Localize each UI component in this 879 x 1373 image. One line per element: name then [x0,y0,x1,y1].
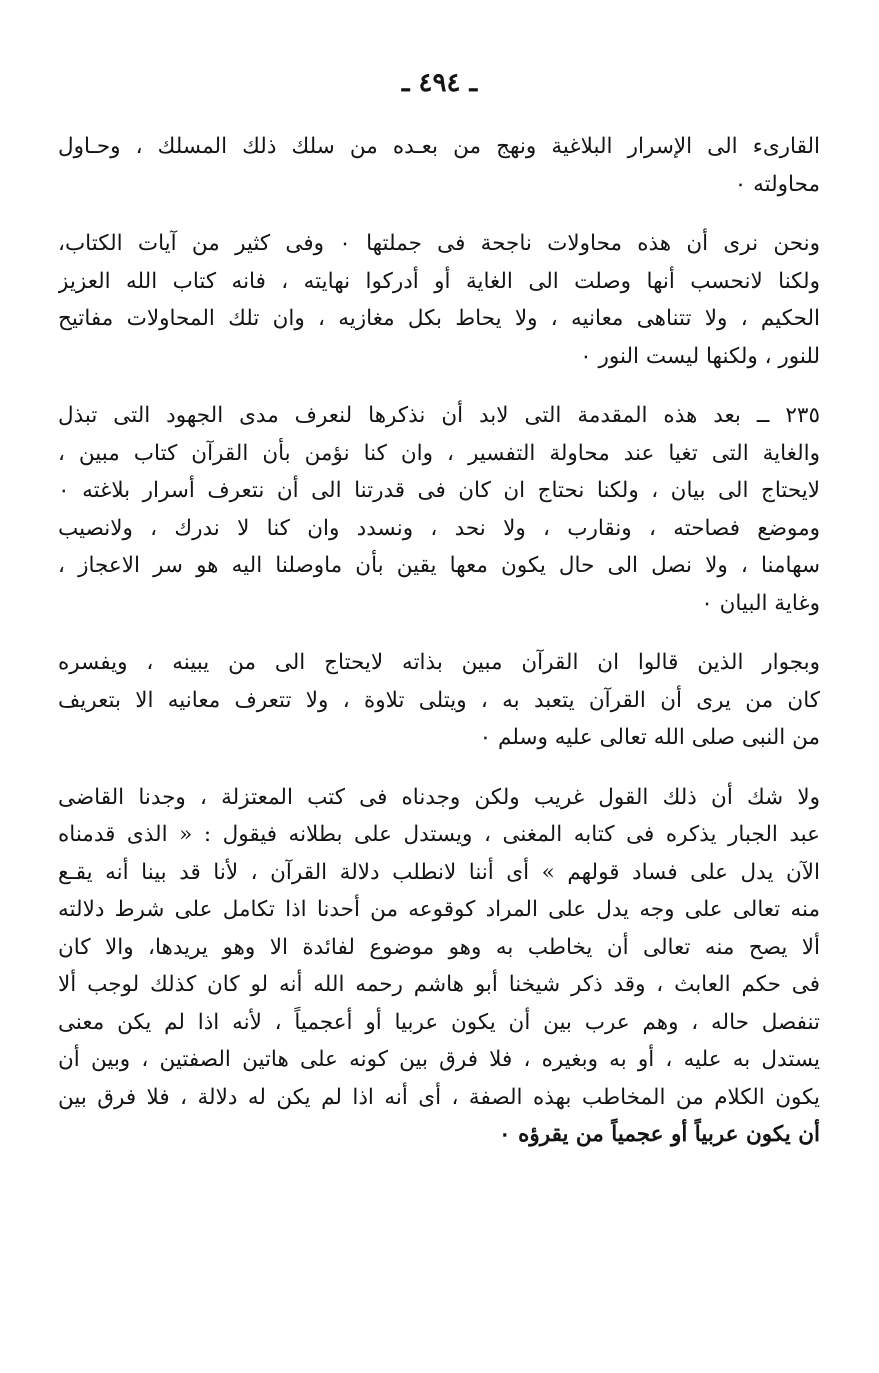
text-line: منه تعالى على وجه يدل على المراد كوقوعه من أحدنا اذا تكامل على شرط دلالته [58,897,820,922]
text-line: للنور ، ولكنها ليست النور ٠ [580,343,820,369]
paragraph [58,779,820,1154]
text-line: ونحن نرى أن هذه محاولات ناجحة فى جملتها ٠ وفى كثير من آيات الكتاب، [58,231,820,256]
text-line: وموضع فصاحته ، ونقارب ، ولا نحد ، ونسدد وان كنا لا ندرك ، ولانصيب [58,515,820,541]
text-line: ٢٣٥ ــ بعد هذه المقدمة التى لابد أن نذكرها لنعرف مدى الجهود التى تبذل [58,403,820,428]
paragraph [58,397,820,622]
text-line: لايحتاج الى بيان ، ولكنا نحتاج ان كان فى قدرتنا الى أن نتعرف أسرار بلاغته ٠ [58,478,820,503]
text-line: والغاية التى تغيا عند محاولة التفسير ، وان كنا نؤمن بأن القرآن كتاب مبين ، [58,440,820,466]
text-line: وبجوار الذين قالوا ان القرآن مبين بذاته لايحتاج الى من يبينه ، ويفسره [58,650,820,675]
text-line: سهامنا ، ولا نصل الى حال يكون معها يقين بأن ماوصلنا اليه هو سر الاعجاز ، [58,553,820,578]
body-text [58,128,820,1176]
paragraph [58,225,820,375]
text-line: ألا يصح منه تعالى أن يخاطب به وهو موضوع لفائدة الا وهو يريدها، والا كان [58,934,820,960]
text-line: ولا شك أن ذلك القول غريب ولكن وجدناه فى كتب المعتزلة ، وجدنا القاضى [58,784,820,810]
text-line: يكون الكلام من المخاطب بهذه الصفة ، أى أنه اذا لم يكن له دلالة ، فلا فرق بين [58,1084,820,1110]
text-line: فى حكم العابث ، وقد ذكر شيخنا أبو هاشم رحمه الله أنه لو كان كذلك لوجب ألا [58,972,820,997]
text-line: وغاية البيان ٠ [701,590,820,616]
text-line: أن يكون عربياً أو عجمياً من يقرؤه ٠ [499,1122,820,1147]
page-number: ـ ٤٩٤ ـ [401,68,478,98]
text-line: عبد الجبار يذكره فى كتابه المغنى ، ويستدل على بطلانه فيقول : « الذى قدمناه [58,822,820,847]
text-line: كان من يرى أن القرآن يتعبد به ، ويتلى تلاوة ، ولا تتعرف معانيه الا بتعريف [58,687,820,713]
text-line: ولكنا لانحسب أنها وصلت الى الغاية أو أدركوا نهايته ، فانه كتاب الله العزيز [58,268,820,294]
text-line: يستدل به عليه ، أو به وبغيره ، فلا فرق بين كونه على هاتين الصفتين ، وبين أن [58,1047,820,1072]
text-line: الآن يدل على فساد قولهم » أى أننا لانطلب دلالة القرآن ، لأنا قد بينا أنه يقـع [58,859,820,885]
paragraph [58,128,820,203]
paragraph [58,644,820,757]
text-line: محاولته ٠ [734,171,820,197]
text-line: من النبى صلى الله تعالى عليه وسلم ٠ [479,725,820,750]
text-line: الحكيم ، ولا تتناهى معانيه ، ولا يحاط بكل مغازيه ، وان تلك المحاولات مفاتيح [58,306,820,331]
text-line: القارىء الى الإسرار البلاغية ونهج من بعـده من سلك ذلك المسلك ، وحـاول [58,134,820,159]
text-line: تنفصل حاله ، وهم عرب بين أن يكون عربيا أو أعجمياً ، لأنه اذا لم يكن معنى [58,1009,820,1035]
